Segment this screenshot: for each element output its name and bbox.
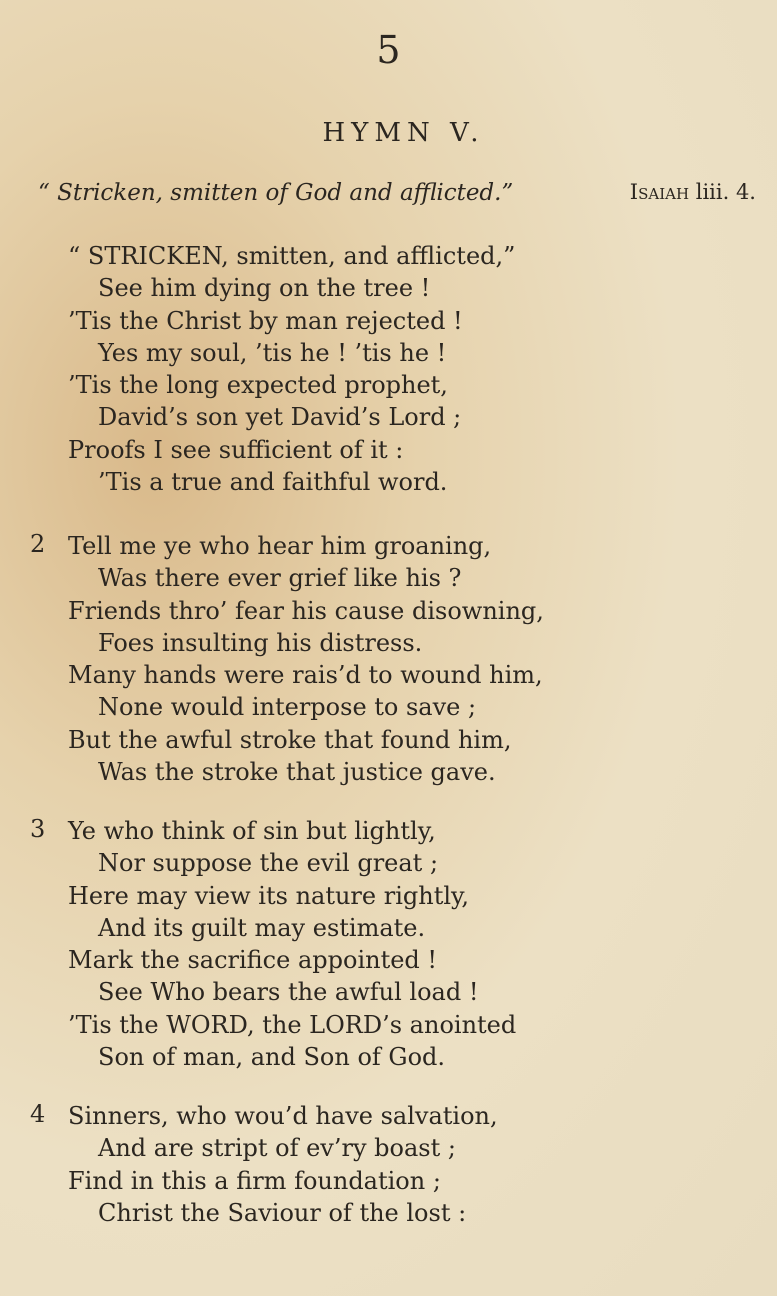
verse-line: Was there ever grief like his ? <box>98 564 462 593</box>
verse-line: Son of man, and Son of God. <box>98 1043 446 1072</box>
verse-line: And are stript of ev’ry boast ; <box>98 1134 456 1163</box>
verse-line: ’Tis a true and faithful word. <box>98 468 448 497</box>
verse-line: Here may view its nature rightly, <box>68 881 470 910</box>
verse-line: And its guilt may estimate. <box>98 913 426 942</box>
stanza-4 <box>30 1100 750 1229</box>
verse-line: Friends thro’ fear his cause disowning, <box>68 596 544 625</box>
epigraph <box>38 180 768 206</box>
verse-line: None would interpose to save ; <box>98 693 477 722</box>
stanza-2 <box>30 530 750 788</box>
page-number: 5 <box>376 28 401 72</box>
verse-line: David’s son yet David’s Lord ; <box>98 403 462 432</box>
verse-line: But the awful stroke that found him, <box>68 725 512 754</box>
verse-line: Tell me ye who hear him groaning, <box>68 532 492 560</box>
scripture-reference <box>630 180 756 204</box>
stanza-3 <box>30 815 750 1073</box>
verse-line: Many hands were rais’d to wound him, <box>68 661 543 690</box>
stanza-number: 4 <box>30 1100 46 1128</box>
verse-line: Was the stroke that justice gave. <box>98 758 496 787</box>
verse-line: Find in this a firm foundation ; <box>68 1166 441 1195</box>
stanza-number: 3 <box>30 815 46 843</box>
verse-line: ’Tis the WORD, the LORD’s anointed <box>68 1010 517 1039</box>
verse-line: Yes my soul, ’tis he ! ’tis he ! <box>98 338 447 367</box>
verse-line: Mark the sacrifice appointed ! <box>68 946 438 975</box>
verse-line: Foes insulting his distress. <box>98 628 423 657</box>
stanza-1 <box>30 240 750 498</box>
verse-line: Nor suppose the evil great ; <box>98 849 439 878</box>
verse-line: ’Tis the long expected prophet, <box>68 371 448 400</box>
verse-line: Proofs I see sufficient of it : <box>68 435 404 464</box>
verse-line: Sinners, who wou’d have salvation, <box>68 1102 498 1130</box>
epigraph-quote: “ Stricken, smitten of God and afflicted.” <box>38 180 514 206</box>
hymn-title: HYMN V. <box>322 118 485 148</box>
reference-book: Isaiah <box>629 180 690 204</box>
stanza-number: 2 <box>30 530 46 558</box>
verse-line: Ye who think of sin but lightly, <box>68 817 436 845</box>
verse-line: See him dying on the tree ! <box>98 274 431 303</box>
verse-line: ’Tis the Christ by man rejected ! <box>68 306 463 335</box>
verse-line: “ STRICKEN, smitten, and afflicted,” <box>68 242 516 270</box>
verse-line: Christ the Saviour of the lost : <box>98 1198 467 1227</box>
verse-line: See Who bears the awful load ! <box>98 978 479 1007</box>
reference-chapter-verse: liii. 4. <box>695 180 756 204</box>
